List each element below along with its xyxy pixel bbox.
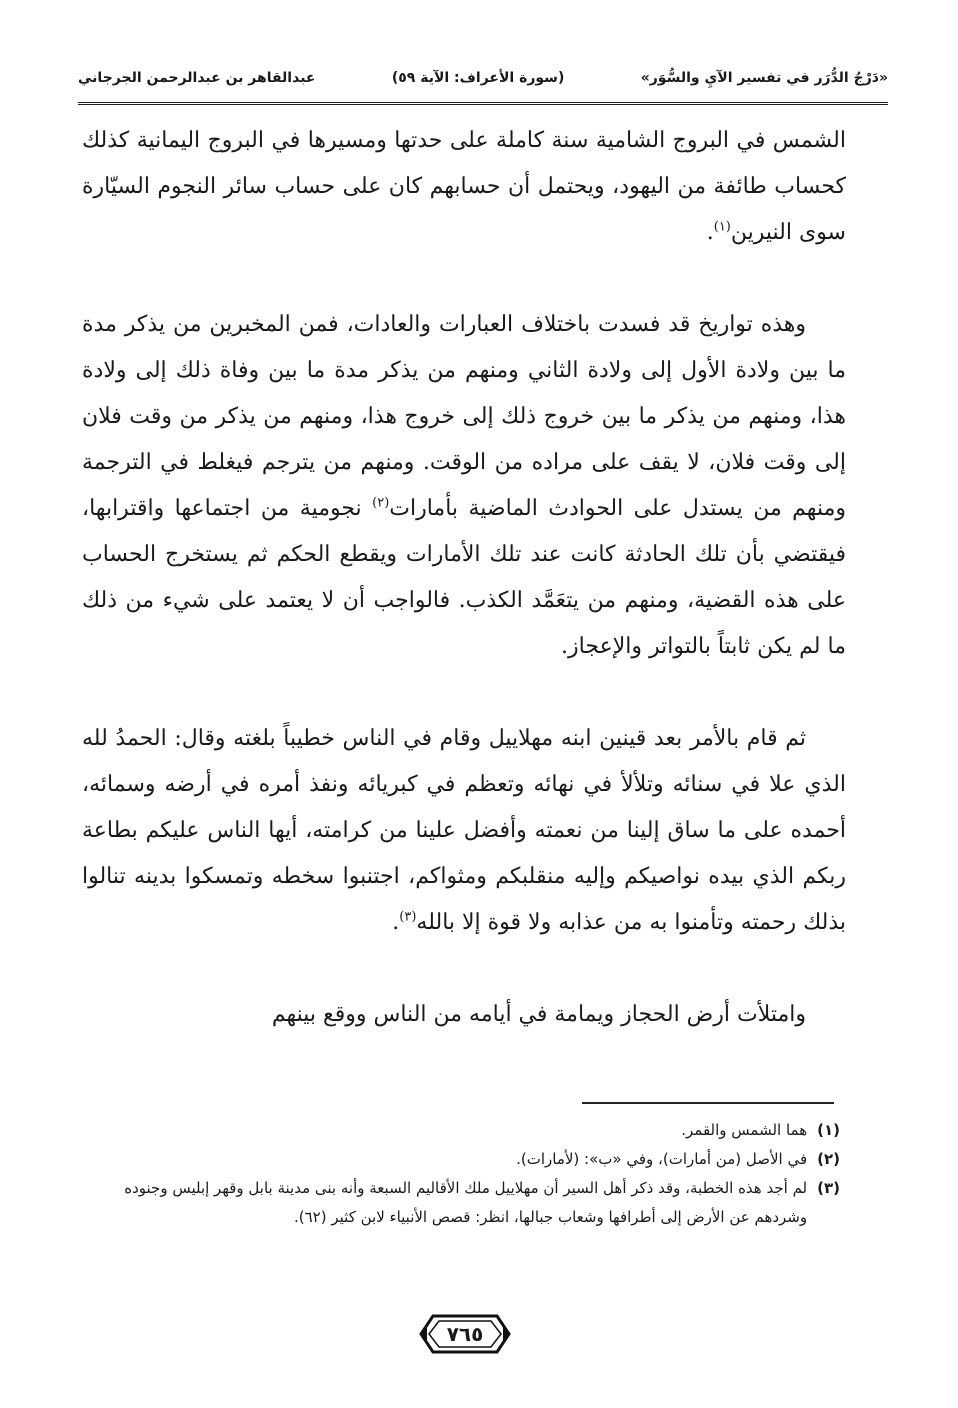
paragraph-4-text: وامتلأت أرض الحجاز ويمامة في أيامه من الناس ووقع بينهم	[271, 1002, 806, 1027]
footnote-1-number: (١)	[817, 1121, 840, 1139]
running-header	[78, 58, 888, 105]
footnote-1-text: هما الشمس والقمر.	[681, 1121, 808, 1139]
paragraph-1-text: الشمس في البروج الشامية سنة كاملة على حدتها ومسيرها في البروج اليمانية كذلك كحساب طائفة من اليهود، ويحتمل أن حسابهم كان على حساب سائر النجوم السيّارة سوى النيرين	[82, 128, 846, 245]
footnote-2-number: (٢)	[817, 1150, 840, 1168]
header-surah: (سورة الأعراف: الآية ٥٩)	[391, 70, 565, 86]
paragraph-4	[82, 992, 846, 1038]
paragraph-2-text-before: وهذه تواريخ قد فسدت باختلاف العبارات والعادات، فمن المخبرين من يذكر مدة ما بين ولادة الأول إلى ولادة الثاني ومنهم من يذكر مدة ما بين وفاة ذلك إلى ولادة هذا، ومنهم من يذكر ما بين خروج ذلك إلى خروج هذا، ومنهم من يذكر من وقت فلان إلى وقت فلان، لا يقف على مراده من الوقت. ومنهم من يترجم فيغلط في الترجمة ومنهم من يستدل على الحوادث الماضية بأمارات	[82, 312, 846, 521]
footnote-ref-3: (٣)	[399, 909, 417, 925]
footnote-3-number: (٣)	[817, 1179, 840, 1197]
paragraph-2	[82, 302, 846, 670]
footnote-1	[96, 1116, 840, 1145]
paragraph-3	[82, 716, 846, 946]
footnote-ref-2: (٢)	[372, 495, 390, 511]
paragraph-1	[82, 118, 846, 256]
page-number-ornament	[419, 1312, 511, 1356]
header-book-title: «دَرْجُ الدُّرَر في تفسير الآيِ والسُّوَر»	[640, 70, 888, 86]
footnote-2	[96, 1145, 840, 1174]
paragraph-3-text: ثم قام بالأمر بعد قينين ابنه مهلاييل وقام في الناس خطيباً بلغته وقال: الحمدُ لله الذي علا في سنائه وتلألأ في نهائه وتعظم في كبريائه ونفذ أمره في أرضه وسمائه، أحمده على ما ساق إلينا من نعمته وأفضل علينا من كرامته، أيها الناس عليكم بطاعة ربكم الذي بيده نواصيكم وإليه منقلبكم ومثواكم، اجتنبوا سخطه وتمسكوا بدينه تنالوا بذلك رحمته وتأمنوا به من عذابه ولا قوة إلا بالله	[82, 726, 846, 935]
footnote-divider	[582, 1102, 834, 1104]
page-number: ٧٦٥	[446, 1322, 484, 1346]
footnote-ref-1: (١)	[713, 219, 731, 235]
footnotes	[96, 1116, 840, 1232]
paragraph-1-tail: .	[706, 220, 714, 245]
paragraph-3-tail: .	[392, 910, 400, 935]
footnote-3	[96, 1174, 840, 1232]
main-text	[82, 118, 846, 1038]
footnote-3-text: لم أجد هذه الخطبة، وقد ذكر أهل السير أن مهلاييل ملك الأقاليم السبعة وأنه بنى مدينة بابل وقهر إبليس وجنوده وشردهم عن الأرض إلى أطرافها وشعاب جبالها، انظر: قصص الأنبياء لابن كثير (٦٢).	[124, 1179, 808, 1226]
footnote-2-text: في الأصل (من أمارات)، وفي «ب»: (لأمارات).	[516, 1150, 808, 1168]
paragraph-2-text-after: نجومية من اجتماعها واقترابها، فيقتضي بأن تلك الحادثة كانت عند تلك الأمارات ويقطع الحكم ثم يستخرج الحساب على هذه القضية، ومنهم من يتعَمَّد الكذب. فالواجب أن لا يعتمد على شيء من ذلك ما لم يكن ثابتاً بالتواتر والإعجاز.	[82, 496, 846, 659]
header-author: عبدالقاهر بن عبدالرحمن الجرجاني	[78, 70, 316, 86]
